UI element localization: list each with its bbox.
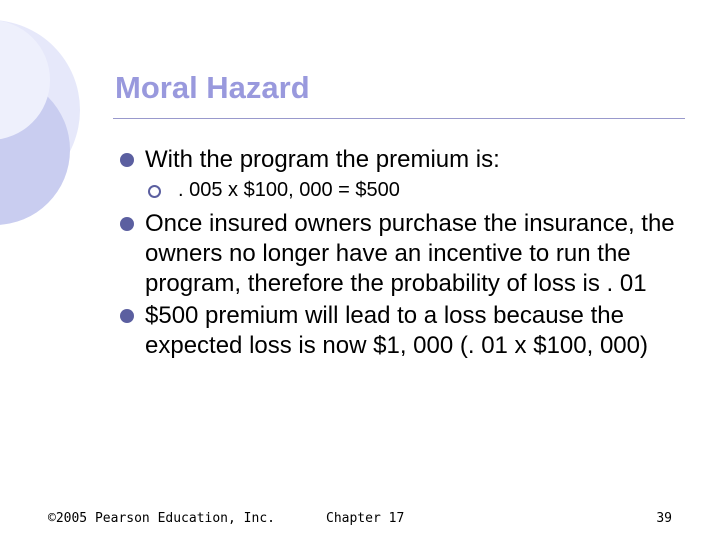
bullet-text: $500 premium will lead to a loss because the expected loss is now $1, 000 (. 01 x $100, 000) [145,302,648,359]
footer-copyright: ©2005 Pearson Education, Inc. [48,511,275,526]
filled-circle-bullet-icon [120,153,134,167]
filled-circle-bullet-icon [120,217,134,231]
hollow-circle-bullet-icon [148,185,161,198]
sub-bullet-text: . 005 x $100, 000 = $500 [178,179,400,201]
bullet-item [120,145,690,175]
title-underline [113,118,685,119]
bullet-item [120,301,690,361]
filled-circle-bullet-icon [120,309,134,323]
slide-title: Moral Hazard [115,70,310,105]
bullet-list [120,145,690,363]
bullet-text: Once insured owners purchase the insurance, the owners no longer have an incentive to run the program, therefore the probability of loss is . 01 [145,210,675,297]
bullet-item [120,209,690,299]
sub-bullet-item [148,177,690,203]
footer-chapter: Chapter 17 [326,511,405,526]
bullet-text: With the program the premium is: [145,146,500,173]
footer-page-number: 39 [656,511,672,526]
